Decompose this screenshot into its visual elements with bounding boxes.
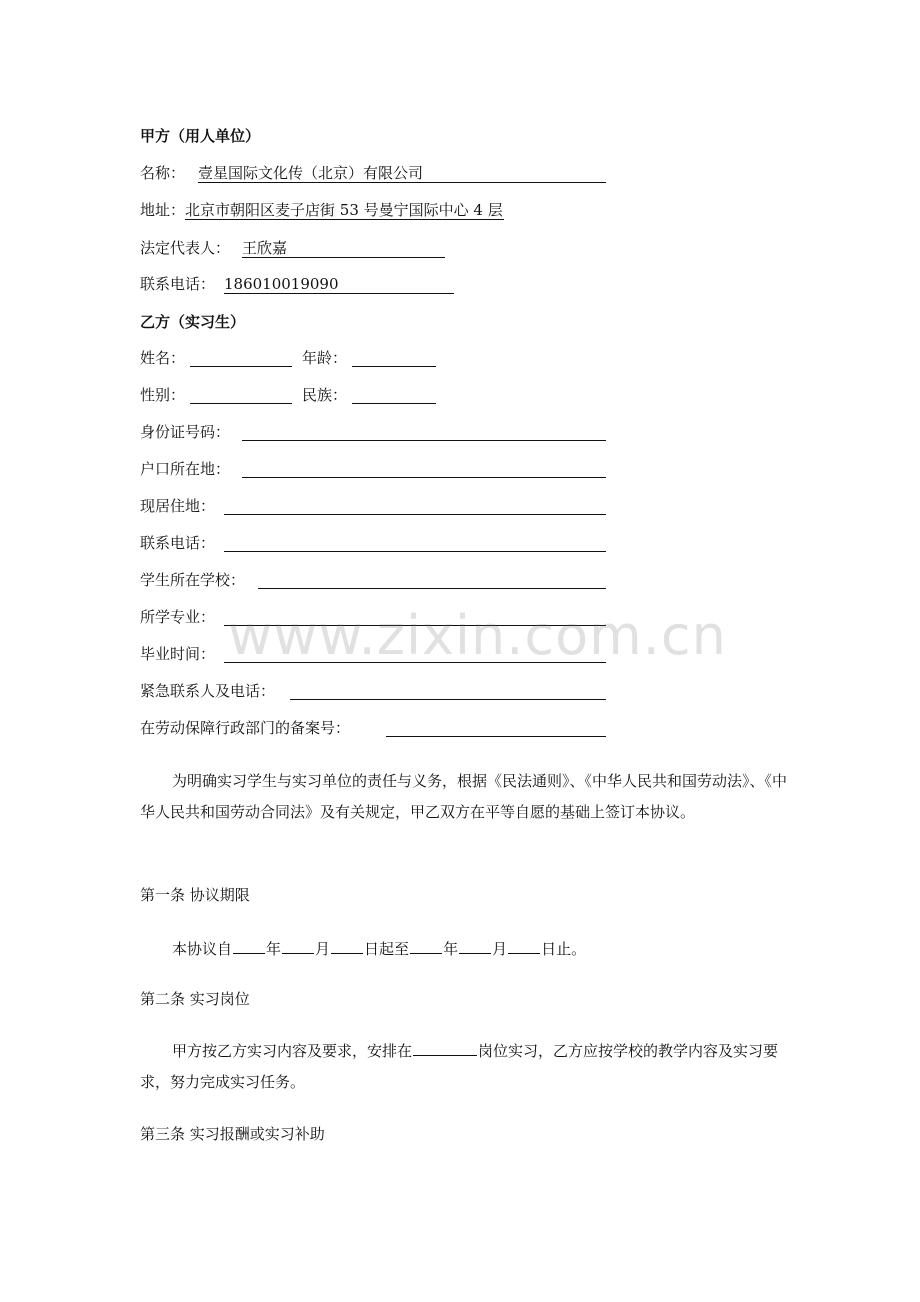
start-year-blank[interactable] [233, 937, 265, 954]
article-1-year-2: 年 [443, 940, 459, 958]
party-b-id-label: 身份证号码： [140, 423, 231, 441]
party-b-age-label: 年龄： [302, 349, 348, 367]
start-month-blank[interactable] [282, 937, 314, 954]
party-b-emergency-label: 紧急联系人及电话： [140, 682, 276, 700]
party-b-ethnicity-field[interactable] [352, 403, 436, 404]
intro-paragraph: 为明确实习学生与实习单位的责任与义务，根据《民法通则》、《中华人民共和国劳动法》、《中华人民共和国劳动合同法》及有关规定，甲乙双方在平等自愿的基础上签订本协议。 [140, 772, 788, 821]
article-3-title: 第三条 实习报酬或实习补助 [140, 1125, 325, 1143]
party-b-school-field[interactable] [258, 588, 606, 589]
party-b-phone-field[interactable] [224, 551, 606, 552]
party-b-filing-label: 在劳动保障行政部门的备案号： [140, 719, 351, 737]
party-a-address-row [140, 200, 504, 220]
party-a-phone-value: 186010019090 [224, 275, 339, 293]
party-b-age-field[interactable] [352, 366, 436, 367]
party-b-residence-label: 现居住地： [140, 497, 216, 515]
party-b-emergency-field[interactable] [290, 699, 606, 700]
party-b-major-label: 所学专业： [140, 608, 216, 626]
party-a-heading: 甲方（用人单位） [140, 127, 261, 145]
party-a-name-label: 名称： [140, 164, 186, 182]
party-a-rep-row [140, 238, 230, 258]
article-2-text-end: 岗位实习，乙方应按学校的教学内容及实习要求，努力完成实习任务。 [140, 1042, 779, 1091]
watermark-text: www.zixin.com.cn [228, 604, 727, 667]
party-a-address-value: 北京市朝阳区麦子店街 53 号曼宁国际中心 4 层 [185, 201, 503, 219]
party-b-school-label: 学生所在学校： [140, 571, 246, 589]
party-b-gender-label: 性别： [140, 386, 186, 404]
party-b-name-label: 姓名： [140, 349, 186, 367]
article-2-text-start: 甲方按乙方实习内容及要求，安排在 [172, 1042, 413, 1060]
party-b-id-field[interactable] [242, 440, 606, 441]
party-a-phone-field [224, 274, 454, 294]
party-b-gender-field[interactable] [190, 403, 292, 404]
article-1-year-1: 年 [266, 940, 282, 958]
party-a-phone-label: 联系电话： [140, 275, 216, 293]
party-a-name-row [140, 163, 185, 183]
article-1-body [172, 937, 586, 959]
article-2-body [140, 1036, 788, 1098]
article-2-title: 第二条 实习岗位 [140, 990, 250, 1008]
party-b-heading: 乙方（实习生） [140, 313, 246, 331]
party-a-rep-field [242, 238, 445, 258]
party-b-ethnicity-label: 民族： [302, 386, 348, 404]
party-b-graduation-label: 毕业时间： [140, 645, 216, 663]
party-a-rep-label: 法定代表人： [140, 239, 231, 257]
party-a-rep-value: 王欣嘉 [242, 239, 288, 257]
end-day-blank[interactable] [508, 937, 540, 954]
party-b-name-field[interactable] [190, 366, 292, 367]
party-a-name-value: 壹星国际文化传（北京）有限公司 [198, 164, 424, 182]
article-1-day-end: 日止。 [541, 940, 587, 958]
party-b-hukou-field[interactable] [242, 477, 606, 478]
end-year-blank[interactable] [410, 937, 442, 954]
position-blank[interactable] [413, 1039, 477, 1056]
article-1-text-start: 本协议自 [172, 940, 233, 958]
article-1-day-to: 日起至 [364, 940, 410, 958]
party-a-name-field [198, 163, 606, 183]
party-b-residence-field[interactable] [224, 514, 606, 515]
party-b-filing-field[interactable] [386, 736, 606, 737]
article-1-title: 第一条 协议期限 [140, 886, 250, 904]
end-month-blank[interactable] [459, 937, 491, 954]
party-a-address-label: 地址： [140, 201, 186, 219]
party-b-hukou-label: 户口所在地： [140, 460, 231, 478]
article-1-month-2: 月 [492, 940, 508, 958]
party-b-phone-label: 联系电话： [140, 534, 216, 552]
start-day-blank[interactable] [331, 937, 363, 954]
party-a-phone-row [140, 274, 215, 294]
article-1-month-1: 月 [315, 940, 331, 958]
